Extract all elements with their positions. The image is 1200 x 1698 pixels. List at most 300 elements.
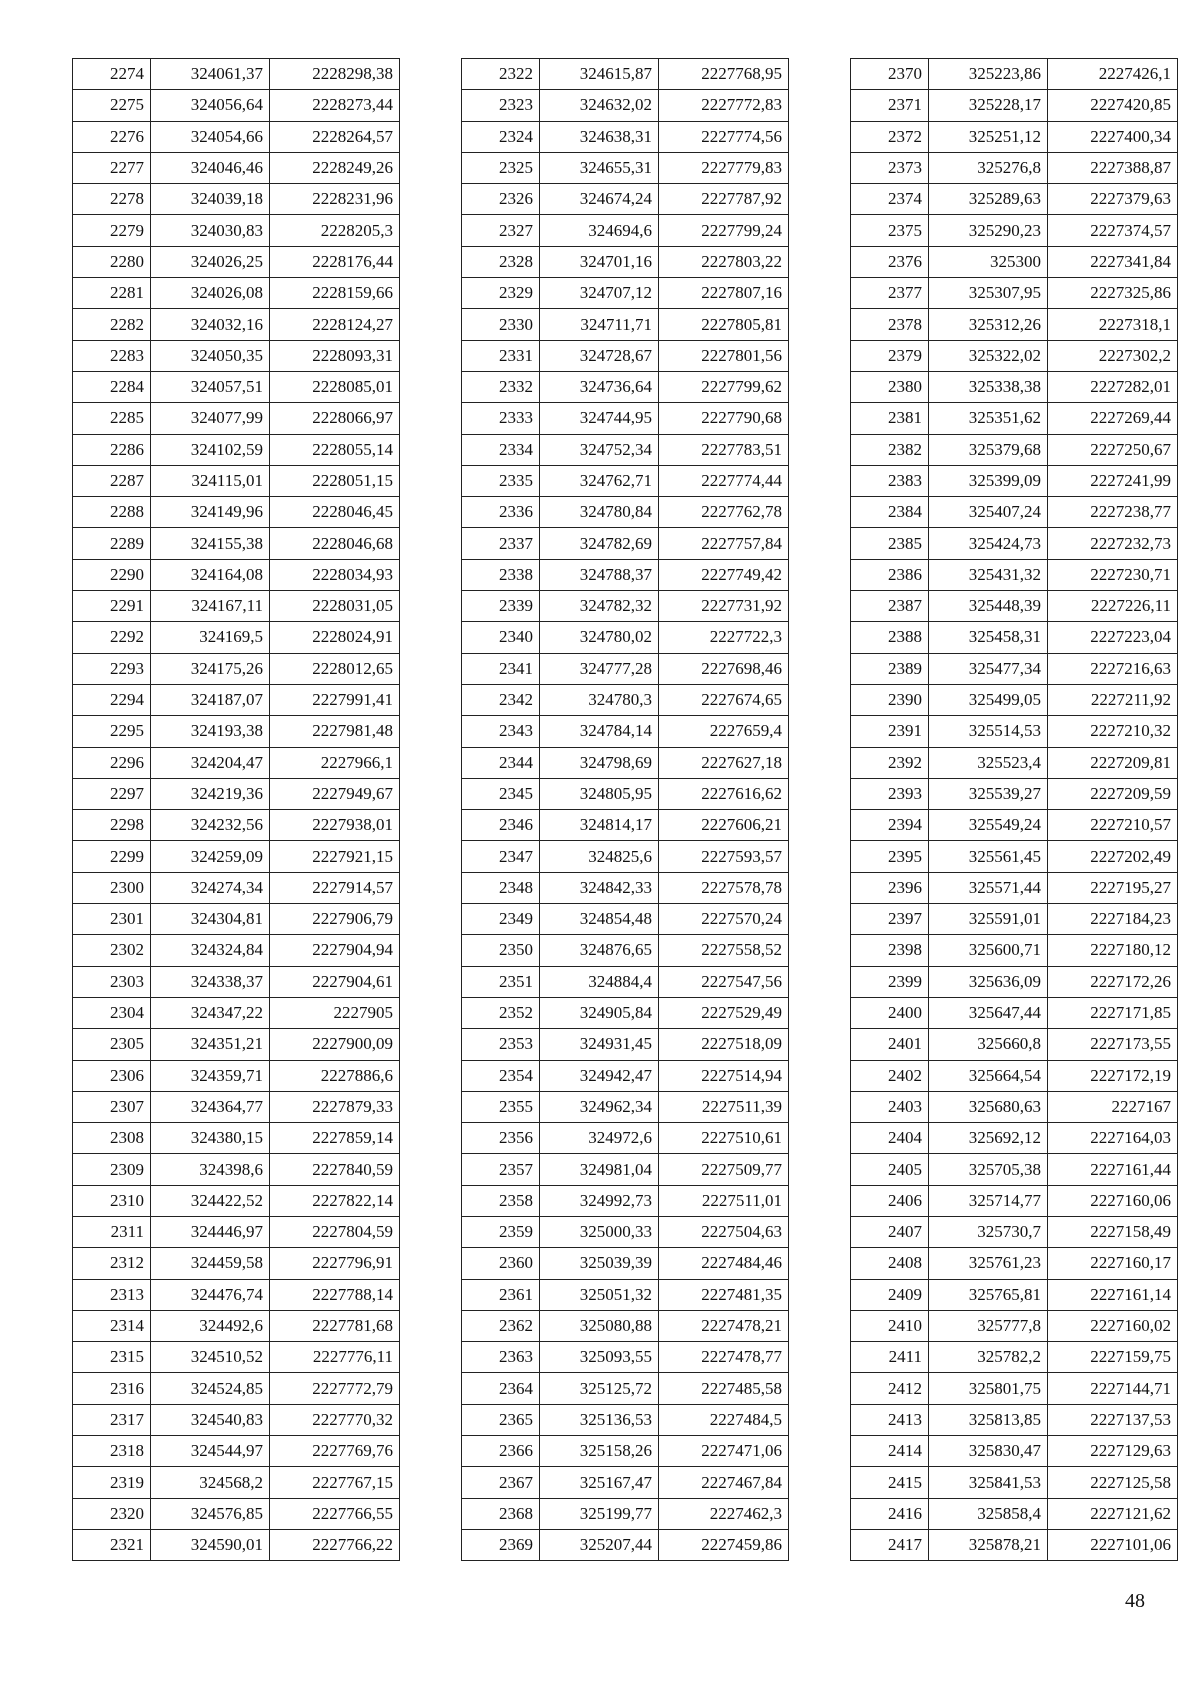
point-number-cell: 2337 [462,528,540,559]
y-coordinate-cell: 2227144,71 [1048,1373,1178,1404]
point-number-cell: 2414 [851,1436,929,1467]
y-coordinate-cell: 2227160,02 [1048,1310,1178,1341]
point-number-cell: 2371 [851,90,929,121]
point-number-cell: 2280 [73,246,151,277]
y-coordinate-cell: 2227481,35 [659,1279,789,1310]
point-number-cell: 2296 [73,747,151,778]
table-row [73,1498,400,1529]
table-row [851,1310,1178,1341]
y-coordinate-cell: 2227616,62 [659,778,789,809]
x-coordinate-cell: 325228,17 [929,90,1048,121]
y-coordinate-cell: 2228066,97 [270,403,400,434]
y-coordinate-cell: 2227318,1 [1048,309,1178,340]
y-coordinate-cell: 2227731,92 [659,591,789,622]
point-number-cell: 2349 [462,904,540,935]
point-number-cell: 2286 [73,434,151,465]
x-coordinate-cell: 325207,44 [540,1529,659,1560]
y-coordinate-cell: 2227949,67 [270,778,400,809]
y-coordinate-cell: 2227822,14 [270,1185,400,1216]
y-coordinate-cell: 2227514,94 [659,1060,789,1091]
point-number-cell: 2322 [462,59,540,90]
x-coordinate-cell: 325830,47 [929,1436,1048,1467]
y-coordinate-cell: 2227991,41 [270,684,400,715]
x-coordinate-cell: 324701,16 [540,246,659,277]
y-coordinate-cell: 2227770,32 [270,1404,400,1435]
y-coordinate-cell: 2227914,57 [270,872,400,903]
y-coordinate-cell: 2228051,15 [270,465,400,496]
y-coordinate-cell: 2227101,06 [1048,1529,1178,1560]
table-row [73,1342,400,1373]
x-coordinate-cell: 324155,38 [151,528,270,559]
y-coordinate-cell: 2227578,78 [659,872,789,903]
y-coordinate-cell: 2227768,95 [659,59,789,90]
table-row [462,1436,789,1467]
point-number-cell: 2357 [462,1154,540,1185]
table-row [462,1373,789,1404]
point-number-cell: 2351 [462,966,540,997]
y-coordinate-cell: 2227173,55 [1048,1029,1178,1060]
point-number-cell: 2327 [462,215,540,246]
point-number-cell: 2303 [73,966,151,997]
y-coordinate-cell: 2227767,15 [270,1467,400,1498]
table-row [462,747,789,778]
point-number-cell: 2283 [73,340,151,371]
y-coordinate-cell: 2227776,11 [270,1342,400,1373]
y-coordinate-cell: 2227606,21 [659,810,789,841]
table-row [462,90,789,121]
y-coordinate-cell: 2227160,06 [1048,1185,1178,1216]
x-coordinate-cell: 324167,11 [151,591,270,622]
point-number-cell: 2361 [462,1279,540,1310]
table-row [851,340,1178,371]
y-coordinate-cell: 2227938,01 [270,810,400,841]
table-row [73,1373,400,1404]
point-number-cell: 2390 [851,684,929,715]
y-coordinate-cell: 2227510,61 [659,1123,789,1154]
y-coordinate-cell: 2227137,53 [1048,1404,1178,1435]
x-coordinate-cell: 324931,45 [540,1029,659,1060]
table-row [462,1342,789,1373]
point-number-cell: 2321 [73,1529,151,1560]
table-row [851,1029,1178,1060]
y-coordinate-cell: 2227511,39 [659,1091,789,1122]
point-number-cell: 2410 [851,1310,929,1341]
table-row [851,1529,1178,1560]
point-number-cell: 2355 [462,1091,540,1122]
x-coordinate-cell: 324884,4 [540,966,659,997]
x-coordinate-cell: 325199,77 [540,1498,659,1529]
x-coordinate-cell: 325477,34 [929,653,1048,684]
x-coordinate-cell: 324398,6 [151,1154,270,1185]
table-row [462,935,789,966]
table-row [462,1185,789,1216]
y-coordinate-cell: 2227230,71 [1048,559,1178,590]
y-coordinate-cell: 2228159,66 [270,278,400,309]
y-coordinate-cell: 2227180,12 [1048,935,1178,966]
point-number-cell: 2315 [73,1342,151,1373]
y-coordinate-cell: 2227121,62 [1048,1498,1178,1529]
point-number-cell: 2406 [851,1185,929,1216]
point-number-cell: 2362 [462,1310,540,1341]
x-coordinate-cell: 324788,37 [540,559,659,590]
point-number-cell: 2330 [462,309,540,340]
x-coordinate-cell: 324492,6 [151,1310,270,1341]
y-coordinate-cell: 2227420,85 [1048,90,1178,121]
point-number-cell: 2298 [73,810,151,841]
table-row [851,1279,1178,1310]
point-number-cell: 2309 [73,1154,151,1185]
x-coordinate-cell: 325664,54 [929,1060,1048,1091]
point-number-cell: 2340 [462,622,540,653]
x-coordinate-cell: 325714,77 [929,1185,1048,1216]
y-coordinate-cell: 2227772,83 [659,90,789,121]
x-coordinate-cell: 325549,24 [929,810,1048,841]
table-row [851,778,1178,809]
y-coordinate-cell: 2227790,68 [659,403,789,434]
point-number-cell: 2310 [73,1185,151,1216]
x-coordinate-cell: 324077,99 [151,403,270,434]
x-coordinate-cell: 324544,97 [151,1436,270,1467]
y-coordinate-cell: 2227158,49 [1048,1216,1178,1247]
table-row [462,1404,789,1435]
y-coordinate-cell: 2227210,57 [1048,810,1178,841]
point-number-cell: 2274 [73,59,151,90]
y-coordinate-cell: 2227859,14 [270,1123,400,1154]
y-coordinate-cell: 2227570,24 [659,904,789,935]
x-coordinate-cell: 324981,04 [540,1154,659,1185]
table-row [851,1436,1178,1467]
table-row [851,841,1178,872]
table-row [462,246,789,277]
y-coordinate-cell: 2227904,61 [270,966,400,997]
point-number-cell: 2332 [462,371,540,402]
x-coordinate-cell: 325813,85 [929,1404,1048,1435]
table-row [462,841,789,872]
point-number-cell: 2391 [851,716,929,747]
table-row [73,559,400,590]
x-coordinate-cell: 324744,95 [540,403,659,434]
table-row [851,622,1178,653]
table-row [851,997,1178,1028]
y-coordinate-cell: 2227161,44 [1048,1154,1178,1185]
point-number-cell: 2393 [851,778,929,809]
point-number-cell: 2374 [851,184,929,215]
y-coordinate-cell: 2227167 [1048,1091,1178,1122]
table-row [462,1060,789,1091]
y-coordinate-cell: 2227879,33 [270,1091,400,1122]
table-row [73,152,400,183]
table-row [851,1091,1178,1122]
point-number-cell: 2281 [73,278,151,309]
y-coordinate-cell: 2227216,63 [1048,653,1178,684]
table-row [851,152,1178,183]
y-coordinate-cell: 2227769,76 [270,1436,400,1467]
table-row [462,622,789,653]
point-number-cell: 2415 [851,1467,929,1498]
y-coordinate-cell: 2227886,6 [270,1060,400,1091]
x-coordinate-cell: 324324,84 [151,935,270,966]
table-row [73,278,400,309]
y-coordinate-cell: 2228024,91 [270,622,400,653]
table-row [462,1154,789,1185]
table-row [73,121,400,152]
x-coordinate-cell: 325407,24 [929,497,1048,528]
table-row [462,966,789,997]
x-coordinate-cell: 324032,16 [151,309,270,340]
x-coordinate-cell: 325300 [929,246,1048,277]
table-row [851,747,1178,778]
table-row [73,684,400,715]
table-row [462,810,789,841]
y-coordinate-cell: 2227478,21 [659,1310,789,1341]
point-number-cell: 2375 [851,215,929,246]
table-row [851,1216,1178,1247]
table-row [73,497,400,528]
point-number-cell: 2301 [73,904,151,935]
y-coordinate-cell: 2227471,06 [659,1436,789,1467]
table-row [851,591,1178,622]
y-coordinate-cell: 2228264,57 [270,121,400,152]
point-number-cell: 2331 [462,340,540,371]
point-number-cell: 2392 [851,747,929,778]
y-coordinate-cell: 2228298,38 [270,59,400,90]
point-number-cell: 2318 [73,1436,151,1467]
point-number-cell: 2312 [73,1248,151,1279]
x-coordinate-cell: 325338,38 [929,371,1048,402]
table-row [462,278,789,309]
y-coordinate-cell: 2227796,91 [270,1248,400,1279]
point-number-cell: 2408 [851,1248,929,1279]
y-coordinate-cell: 2227906,79 [270,904,400,935]
table-row [73,215,400,246]
point-number-cell: 2314 [73,1310,151,1341]
point-number-cell: 2278 [73,184,151,215]
point-number-cell: 2343 [462,716,540,747]
y-coordinate-cell: 2227757,84 [659,528,789,559]
y-coordinate-cell: 2227722,3 [659,622,789,653]
table-row [73,1404,400,1435]
table-row [73,434,400,465]
y-coordinate-cell: 2227803,22 [659,246,789,277]
x-coordinate-cell: 325289,63 [929,184,1048,215]
point-number-cell: 2308 [73,1123,151,1154]
page-number: 48 [1125,1590,1145,1612]
table-row [462,434,789,465]
x-coordinate-cell: 324825,6 [540,841,659,872]
table-row [462,403,789,434]
x-coordinate-cell: 324459,58 [151,1248,270,1279]
x-coordinate-cell: 325692,12 [929,1123,1048,1154]
x-coordinate-cell: 325431,32 [929,559,1048,590]
x-coordinate-cell: 325136,53 [540,1404,659,1435]
y-coordinate-cell: 2227160,17 [1048,1248,1178,1279]
table-row [73,1060,400,1091]
point-number-cell: 2342 [462,684,540,715]
x-coordinate-cell: 325777,8 [929,1310,1048,1341]
y-coordinate-cell: 2227459,86 [659,1529,789,1560]
point-number-cell: 2389 [851,653,929,684]
point-number-cell: 2320 [73,1498,151,1529]
point-number-cell: 2370 [851,59,929,90]
y-coordinate-cell: 2227783,51 [659,434,789,465]
point-number-cell: 2396 [851,872,929,903]
y-coordinate-cell: 2227195,27 [1048,872,1178,903]
table-row [462,778,789,809]
table-row [73,184,400,215]
x-coordinate-cell: 325761,23 [929,1248,1048,1279]
point-number-cell: 2345 [462,778,540,809]
table-row [851,966,1178,997]
point-number-cell: 2413 [851,1404,929,1435]
x-coordinate-cell: 325251,12 [929,121,1048,152]
x-coordinate-cell: 325080,88 [540,1310,659,1341]
point-number-cell: 2405 [851,1154,929,1185]
x-coordinate-cell: 325499,05 [929,684,1048,715]
x-coordinate-cell: 324780,84 [540,497,659,528]
point-number-cell: 2395 [851,841,929,872]
x-coordinate-cell: 324638,31 [540,121,659,152]
table-row [73,872,400,903]
point-number-cell: 2290 [73,559,151,590]
point-number-cell: 2282 [73,309,151,340]
x-coordinate-cell: 325276,8 [929,152,1048,183]
point-number-cell: 2319 [73,1467,151,1498]
y-coordinate-cell: 2228085,01 [270,371,400,402]
y-coordinate-cell: 2227341,84 [1048,246,1178,277]
point-number-cell: 2354 [462,1060,540,1091]
table-row [73,1248,400,1279]
x-coordinate-cell: 324782,32 [540,591,659,622]
table-row [462,152,789,183]
y-coordinate-cell: 2227799,62 [659,371,789,402]
table-row [851,1248,1178,1279]
point-number-cell: 2412 [851,1373,929,1404]
x-coordinate-cell: 324030,83 [151,215,270,246]
x-coordinate-cell: 324805,95 [540,778,659,809]
x-coordinate-cell: 324115,01 [151,465,270,496]
point-number-cell: 2407 [851,1216,929,1247]
y-coordinate-cell: 2227900,09 [270,1029,400,1060]
table-row [851,59,1178,90]
point-number-cell: 2333 [462,403,540,434]
table-row [462,309,789,340]
table-row [851,465,1178,496]
table-row [851,215,1178,246]
x-coordinate-cell: 325307,95 [929,278,1048,309]
table-row [462,1216,789,1247]
point-number-cell: 2363 [462,1342,540,1373]
y-coordinate-cell: 2227164,03 [1048,1123,1178,1154]
y-coordinate-cell: 2227209,81 [1048,747,1178,778]
point-number-cell: 2360 [462,1248,540,1279]
x-coordinate-cell: 324259,09 [151,841,270,872]
x-coordinate-cell: 324046,46 [151,152,270,183]
table-row [851,653,1178,684]
point-number-cell: 2287 [73,465,151,496]
table-row [851,904,1178,935]
x-coordinate-cell: 324590,01 [151,1529,270,1560]
x-coordinate-cell: 325158,26 [540,1436,659,1467]
point-number-cell: 2394 [851,810,929,841]
y-coordinate-cell: 2228046,68 [270,528,400,559]
x-coordinate-cell: 324274,34 [151,872,270,903]
point-number-cell: 2288 [73,497,151,528]
point-number-cell: 2409 [851,1279,929,1310]
point-number-cell: 2276 [73,121,151,152]
x-coordinate-cell: 324992,73 [540,1185,659,1216]
x-coordinate-cell: 325448,39 [929,591,1048,622]
y-coordinate-cell: 2227282,01 [1048,371,1178,402]
x-coordinate-cell: 324962,34 [540,1091,659,1122]
table-row [462,1279,789,1310]
x-coordinate-cell: 325636,09 [929,966,1048,997]
table-row [73,1529,400,1560]
x-coordinate-cell: 324777,28 [540,653,659,684]
y-coordinate-cell: 2227161,14 [1048,1279,1178,1310]
point-number-cell: 2326 [462,184,540,215]
table-row [462,1529,789,1560]
x-coordinate-cell: 324728,67 [540,340,659,371]
y-coordinate-cell: 2227766,55 [270,1498,400,1529]
x-coordinate-cell: 324476,74 [151,1279,270,1310]
y-coordinate-cell: 2227325,86 [1048,278,1178,309]
y-coordinate-cell: 2227172,26 [1048,966,1178,997]
y-coordinate-cell: 2228124,27 [270,309,400,340]
table-row [851,1404,1178,1435]
y-coordinate-cell: 2227184,23 [1048,904,1178,935]
table-row [73,716,400,747]
table-row [462,497,789,528]
table-row [462,465,789,496]
x-coordinate-cell: 324576,85 [151,1498,270,1529]
table-row [462,528,789,559]
x-coordinate-cell: 325514,53 [929,716,1048,747]
y-coordinate-cell: 2227400,34 [1048,121,1178,152]
table-row [851,1498,1178,1529]
point-number-cell: 2381 [851,403,929,434]
y-coordinate-cell: 2227787,92 [659,184,789,215]
table-row [462,1029,789,1060]
y-coordinate-cell: 2227627,18 [659,747,789,778]
y-coordinate-cell: 2227485,58 [659,1373,789,1404]
x-coordinate-cell: 325591,01 [929,904,1048,935]
table-row [851,810,1178,841]
point-number-cell: 2373 [851,152,929,183]
x-coordinate-cell: 325039,39 [540,1248,659,1279]
x-coordinate-cell: 325841,53 [929,1467,1048,1498]
y-coordinate-cell: 2227171,85 [1048,997,1178,1028]
table-row [73,1310,400,1341]
point-number-cell: 2291 [73,591,151,622]
y-coordinate-cell: 2227388,87 [1048,152,1178,183]
point-number-cell: 2323 [462,90,540,121]
x-coordinate-cell: 324972,6 [540,1123,659,1154]
y-coordinate-cell: 2227799,24 [659,215,789,246]
x-coordinate-cell: 325000,33 [540,1216,659,1247]
point-number-cell: 2307 [73,1091,151,1122]
y-coordinate-cell: 2227467,84 [659,1467,789,1498]
point-number-cell: 2386 [851,559,929,590]
y-coordinate-cell: 2227478,77 [659,1342,789,1373]
x-coordinate-cell: 325125,72 [540,1373,659,1404]
table-row [73,778,400,809]
y-coordinate-cell: 2227210,32 [1048,716,1178,747]
y-coordinate-cell: 2227374,57 [1048,215,1178,246]
y-coordinate-cell: 2227966,1 [270,747,400,778]
point-number-cell: 2284 [73,371,151,402]
x-coordinate-cell: 325312,26 [929,309,1048,340]
y-coordinate-cell: 2227779,83 [659,152,789,183]
